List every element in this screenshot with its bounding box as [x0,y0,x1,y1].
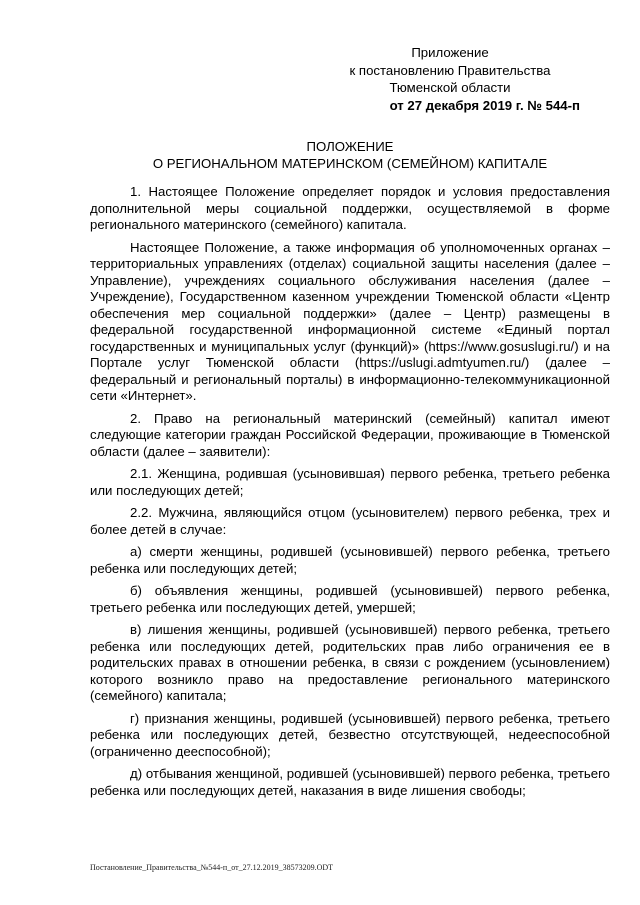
paragraph-1: 1. Настоящее Положение определяет порядок и условия предоставления дополнительной меры социальной поддержки, осуществляемой в форме регионального материнского (семейного) капитала. [90,184,610,232]
appendix-region: Тюменской области [389,80,511,95]
appendix-label: Приложение [411,45,489,60]
document-body [90,184,610,805]
appendix-date-number: от 27 декабря 2019 г. № 544-п [389,97,580,113]
paragraph-2-1: 2.1. Женщина, родившая (усыновившая) первого ребенка, третьего ребенка или последующих детей; [90,466,610,498]
document-title: ПОЛОЖЕНИЕ [306,139,394,154]
appendix-resolution: к постановлению Правительства [349,62,551,78]
paragraph-info: Настоящее Положение, а также информация об уполномоченных органах – территориальных управлениях (отделах) социальной защиты населения (далее – Управление), учреждениях социального обслуживания населения (далее – Учреждение), Государственном казенном учреждении Тюменской области «Центр обеспечения мер социальной поддержки» (далее – Центр) размещены в федеральной государственной информационной системе «Единый портал государственных и муниципальных услуг (функций)» (https://www.gosuslugi.ru/) и на Портале услуг Тюменской области (https://uslugi.admtyumen.ru/) (далее – федеральный и региональный порталы) в информационно-телекоммуникационной сети «Интернет». [90,239,610,403]
paragraph-2-2: 2.2. Мужчина, являющийся отцом (усыновителем) первого ребенка, трех и более детей в случае: [90,505,610,537]
paragraph-b: б) объявления женщины, родившей (усыновившей) первого ребенка, третьего ребенка или последующих детей, умершей; [90,583,610,615]
document-subtitle: О РЕГИОНАЛЬНОМ МАТЕРИНСКОМ (СЕМЕЙНОМ) КАПИТАЛЕ [152,156,548,171]
paragraph-d: д) отбывания женщиной, родившей (усыновившей) первого ребенка, третьего ребенка или последующих детей, наказания в виде лишения свободы; [90,766,610,798]
paragraph-a: а) смерти женщины, родившей (усыновившей) первого ребенка, третьего ребенка или последующих детей; [90,544,610,576]
paragraph-v: в) лишения женщины, родившей (усыновившей) первого ребенка, третьего ребенка или последующих детей, родительских прав либо ограничения ее в родительских правах в отношении ребенка, в связи с рождением (усыновлением) которого возникло право на предоставление регионального материнского (семейного) капитала; [90,622,610,703]
appendix-header [320,44,580,114]
paragraph-g: г) признания женщины, родившей (усыновившей) первого ребенка, третьего ребенка или последующих детей, безвестно отсутствующей, недееспособной (ограниченно дееспособной); [90,710,610,759]
paragraph-2: 2. Право на региональный материнский (семейный) капитал имеют следующие категории граждан Российской Федерации, проживающие в Тюменской области (далее – заявители): [90,410,610,459]
file-footer: Постановление_Правительства_№544-п_от_27.12.2019_38573209.ODT [90,863,334,872]
